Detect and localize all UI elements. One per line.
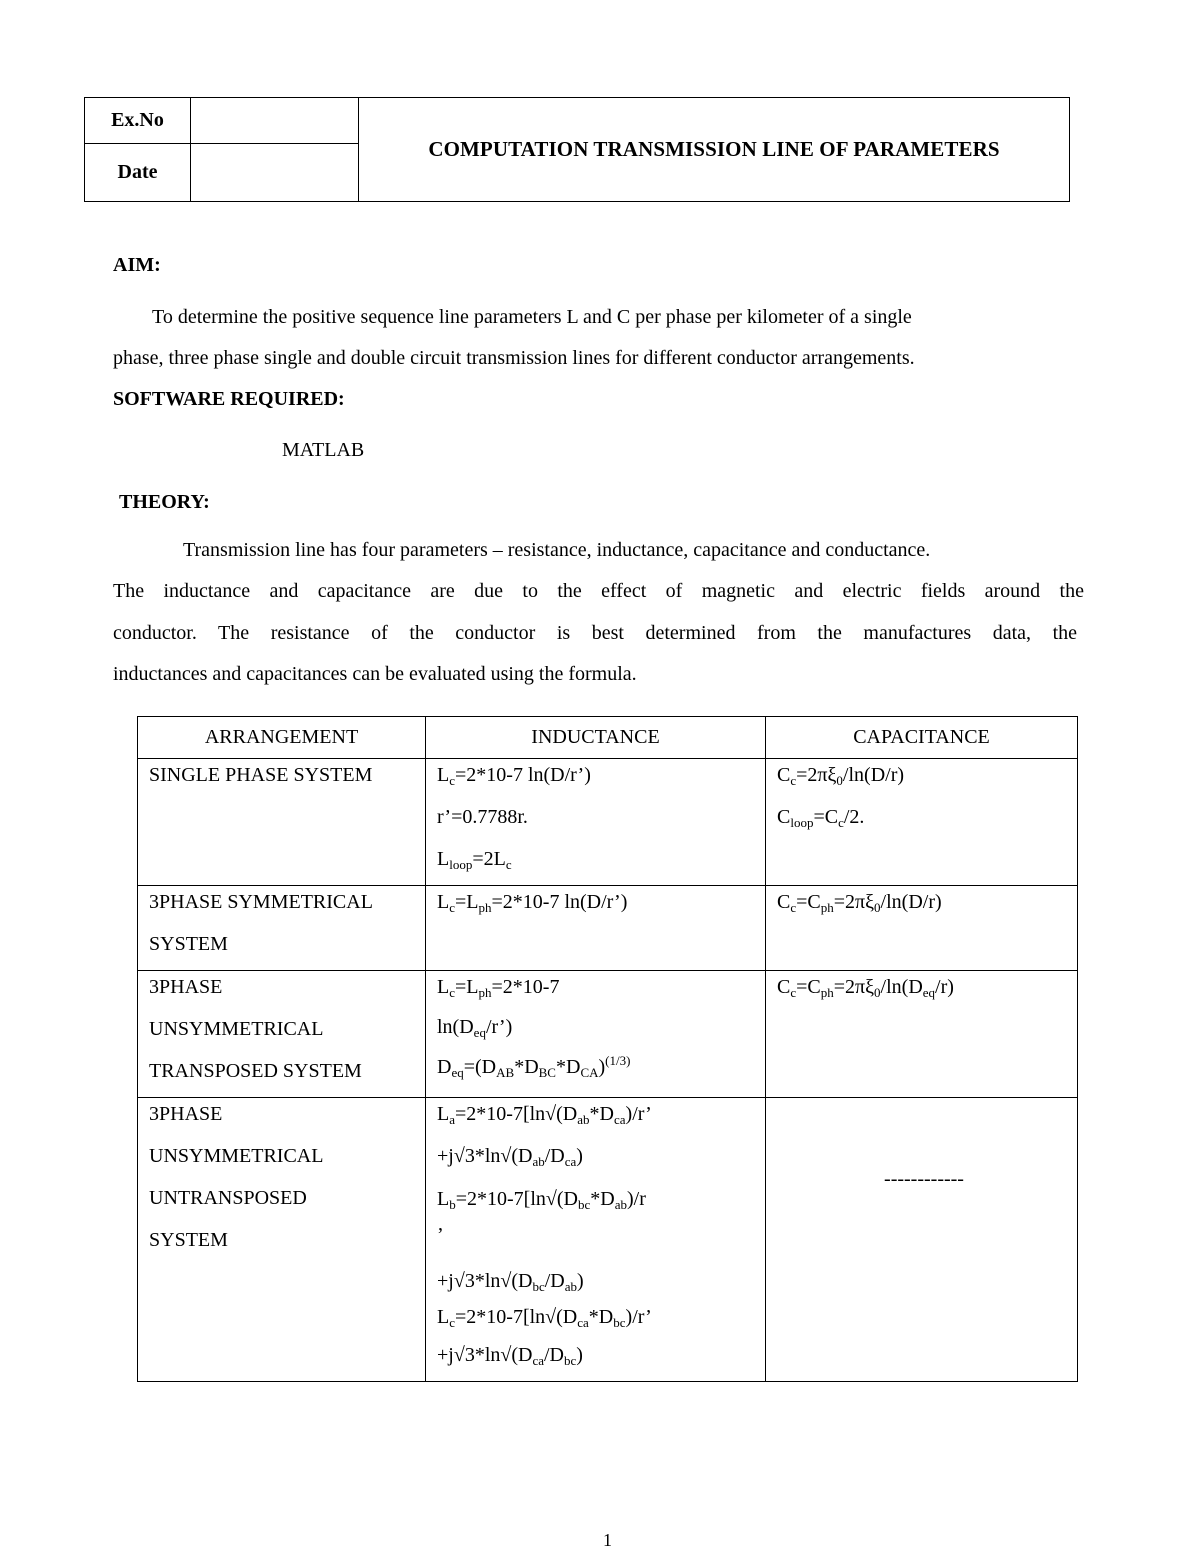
theory-text-line-1: Transmission line has four parameters – resistance, inductance, capacitance and conductance. <box>183 539 931 561</box>
header-box <box>84 97 1070 202</box>
inductance-cell <box>426 759 766 886</box>
formula-line: $L_{loop}=2L_c$ <box>437 848 512 872</box>
table-row-3phase-transposed <box>138 971 1078 1098</box>
date-label: Date <box>85 144 191 202</box>
formula-line: r’=0.7788r. <box>437 806 528 828</box>
formula-line: $D_{eq}=(D_{AB}*D_{BC}*D_{CA})^{(1/3)}$ <box>437 1053 631 1080</box>
capacitance-cell <box>766 886 1078 971</box>
arrangement-line: UNTRANSPOSED <box>149 1187 307 1209</box>
formula-line: $L_c=L_{ph}=2*10-7$ <box>437 976 560 1000</box>
software-value: MATLAB <box>282 439 365 461</box>
formula-line: $\ln(D_{eq}/r’)$ <box>437 1016 513 1040</box>
inductance-cell <box>426 971 766 1098</box>
theory-heading: THEORY: <box>119 491 210 513</box>
arrangement-cell <box>138 1098 426 1382</box>
formula-line: $C_c=C_{ph}=2\pi\xi_0/\ln(D_{eq}/r)$ <box>777 976 954 1000</box>
capacitance-cell <box>766 971 1078 1098</box>
arrangement-line: SYSTEM <box>149 1229 228 1251</box>
header-arrangement: ARRANGEMENT <box>138 717 426 759</box>
arrangement-cell <box>138 886 426 971</box>
page-number: 1 <box>603 1530 612 1550</box>
aim-text-line-2: phase, three phase single and double circuit transmission lines for different conductor arrangements. <box>113 347 915 369</box>
header-capacitance: CAPACITANCE <box>766 717 1078 759</box>
arrangement-cell <box>138 759 426 886</box>
date-value-cell <box>191 144 359 202</box>
capacitance-cell <box>766 759 1078 886</box>
formula-line: $L_c=L_{ph}=2*10-7$ ln(D/r’) <box>437 891 628 915</box>
arrangement-line: 3PHASE <box>149 1103 223 1125</box>
formula-line: ’ <box>437 1224 444 1246</box>
arrangement-line: TRANSPOSED SYSTEM <box>149 1060 362 1082</box>
table-row-single-phase <box>138 759 1078 886</box>
inductance-cell <box>426 1098 766 1382</box>
header-inductance: INDUCTANCE <box>426 717 766 759</box>
formula-line: $C_{loop}=C_c/2$. <box>777 806 865 830</box>
formula-line: $C_c=2\pi\xi_0/\ln(D/r)$ <box>777 764 905 788</box>
table-header-row <box>138 717 1078 759</box>
inductance-cell <box>426 886 766 971</box>
table-row-3phase-symmetrical <box>138 886 1078 971</box>
document-title: COMPUTATION TRANSMISSION LINE OF PARAMETERS <box>359 98 1070 202</box>
arrangement-cell <box>138 971 426 1098</box>
theory-text-line-2: The inductance and capacitance are due to the effect of magnetic and electric fields around the <box>113 580 1084 602</box>
formula-line: $L_b=2*10-7[\ln√(D_{bc}*D_{ab})/r$ <box>437 1188 646 1212</box>
arrangement-line: SYSTEM <box>149 933 228 955</box>
exno-value-cell <box>191 98 359 144</box>
formula-line: $+j√3*\ln√(D_{ab}/D_{ca})$ <box>437 1145 583 1169</box>
formula-line: $+j√3*\ln√(D_{ca}/D_{bc})$ <box>437 1344 583 1368</box>
software-heading: SOFTWARE REQUIRED: <box>113 388 345 410</box>
arrangement-line: 3PHASE <box>149 976 223 998</box>
formula-line: $L_a=2*10-7[\ln√(D_{ab}*D_{ca})/r$’ <box>437 1103 652 1127</box>
arrangement-line: SINGLE PHASE SYSTEM <box>149 764 373 786</box>
table-row-3phase-untransposed <box>138 1098 1078 1382</box>
aim-text-line-1: To determine the positive sequence line parameters L and C per phase per kilometer of a single <box>152 306 912 328</box>
theory-text-line-4: inductances and capacitances can be evaluated using the formula. <box>113 663 637 685</box>
exno-label: Ex.No <box>85 98 191 144</box>
formula-line: $C_c=C_{ph}=2\pi\xi_0/\ln(D/r)$ <box>777 891 942 915</box>
empty-dash: ------------ <box>884 1168 964 1190</box>
aim-heading: AIM: <box>113 254 161 276</box>
formula-table <box>137 716 1078 1382</box>
arrangement-line: 3PHASE SYMMETRICAL <box>149 891 373 913</box>
capacitance-cell <box>766 1098 1078 1382</box>
formula-line: $+j√3*\ln√(D_{bc}/D_{ab})$ <box>437 1270 584 1294</box>
formula-line: $L_c=2*10-7$ ln(D/r’) <box>437 764 591 788</box>
formula-line: $L_c=2*10-7[\ln√(D_{ca}*D_{bc})/r$’ <box>437 1306 652 1330</box>
arrangement-line: UNSYMMETRICAL <box>149 1018 324 1040</box>
theory-text-line-3: conductor. The resistance of the conductor is best determined from the manufactures data, the <box>113 622 1077 644</box>
arrangement-line: UNSYMMETRICAL <box>149 1145 324 1167</box>
